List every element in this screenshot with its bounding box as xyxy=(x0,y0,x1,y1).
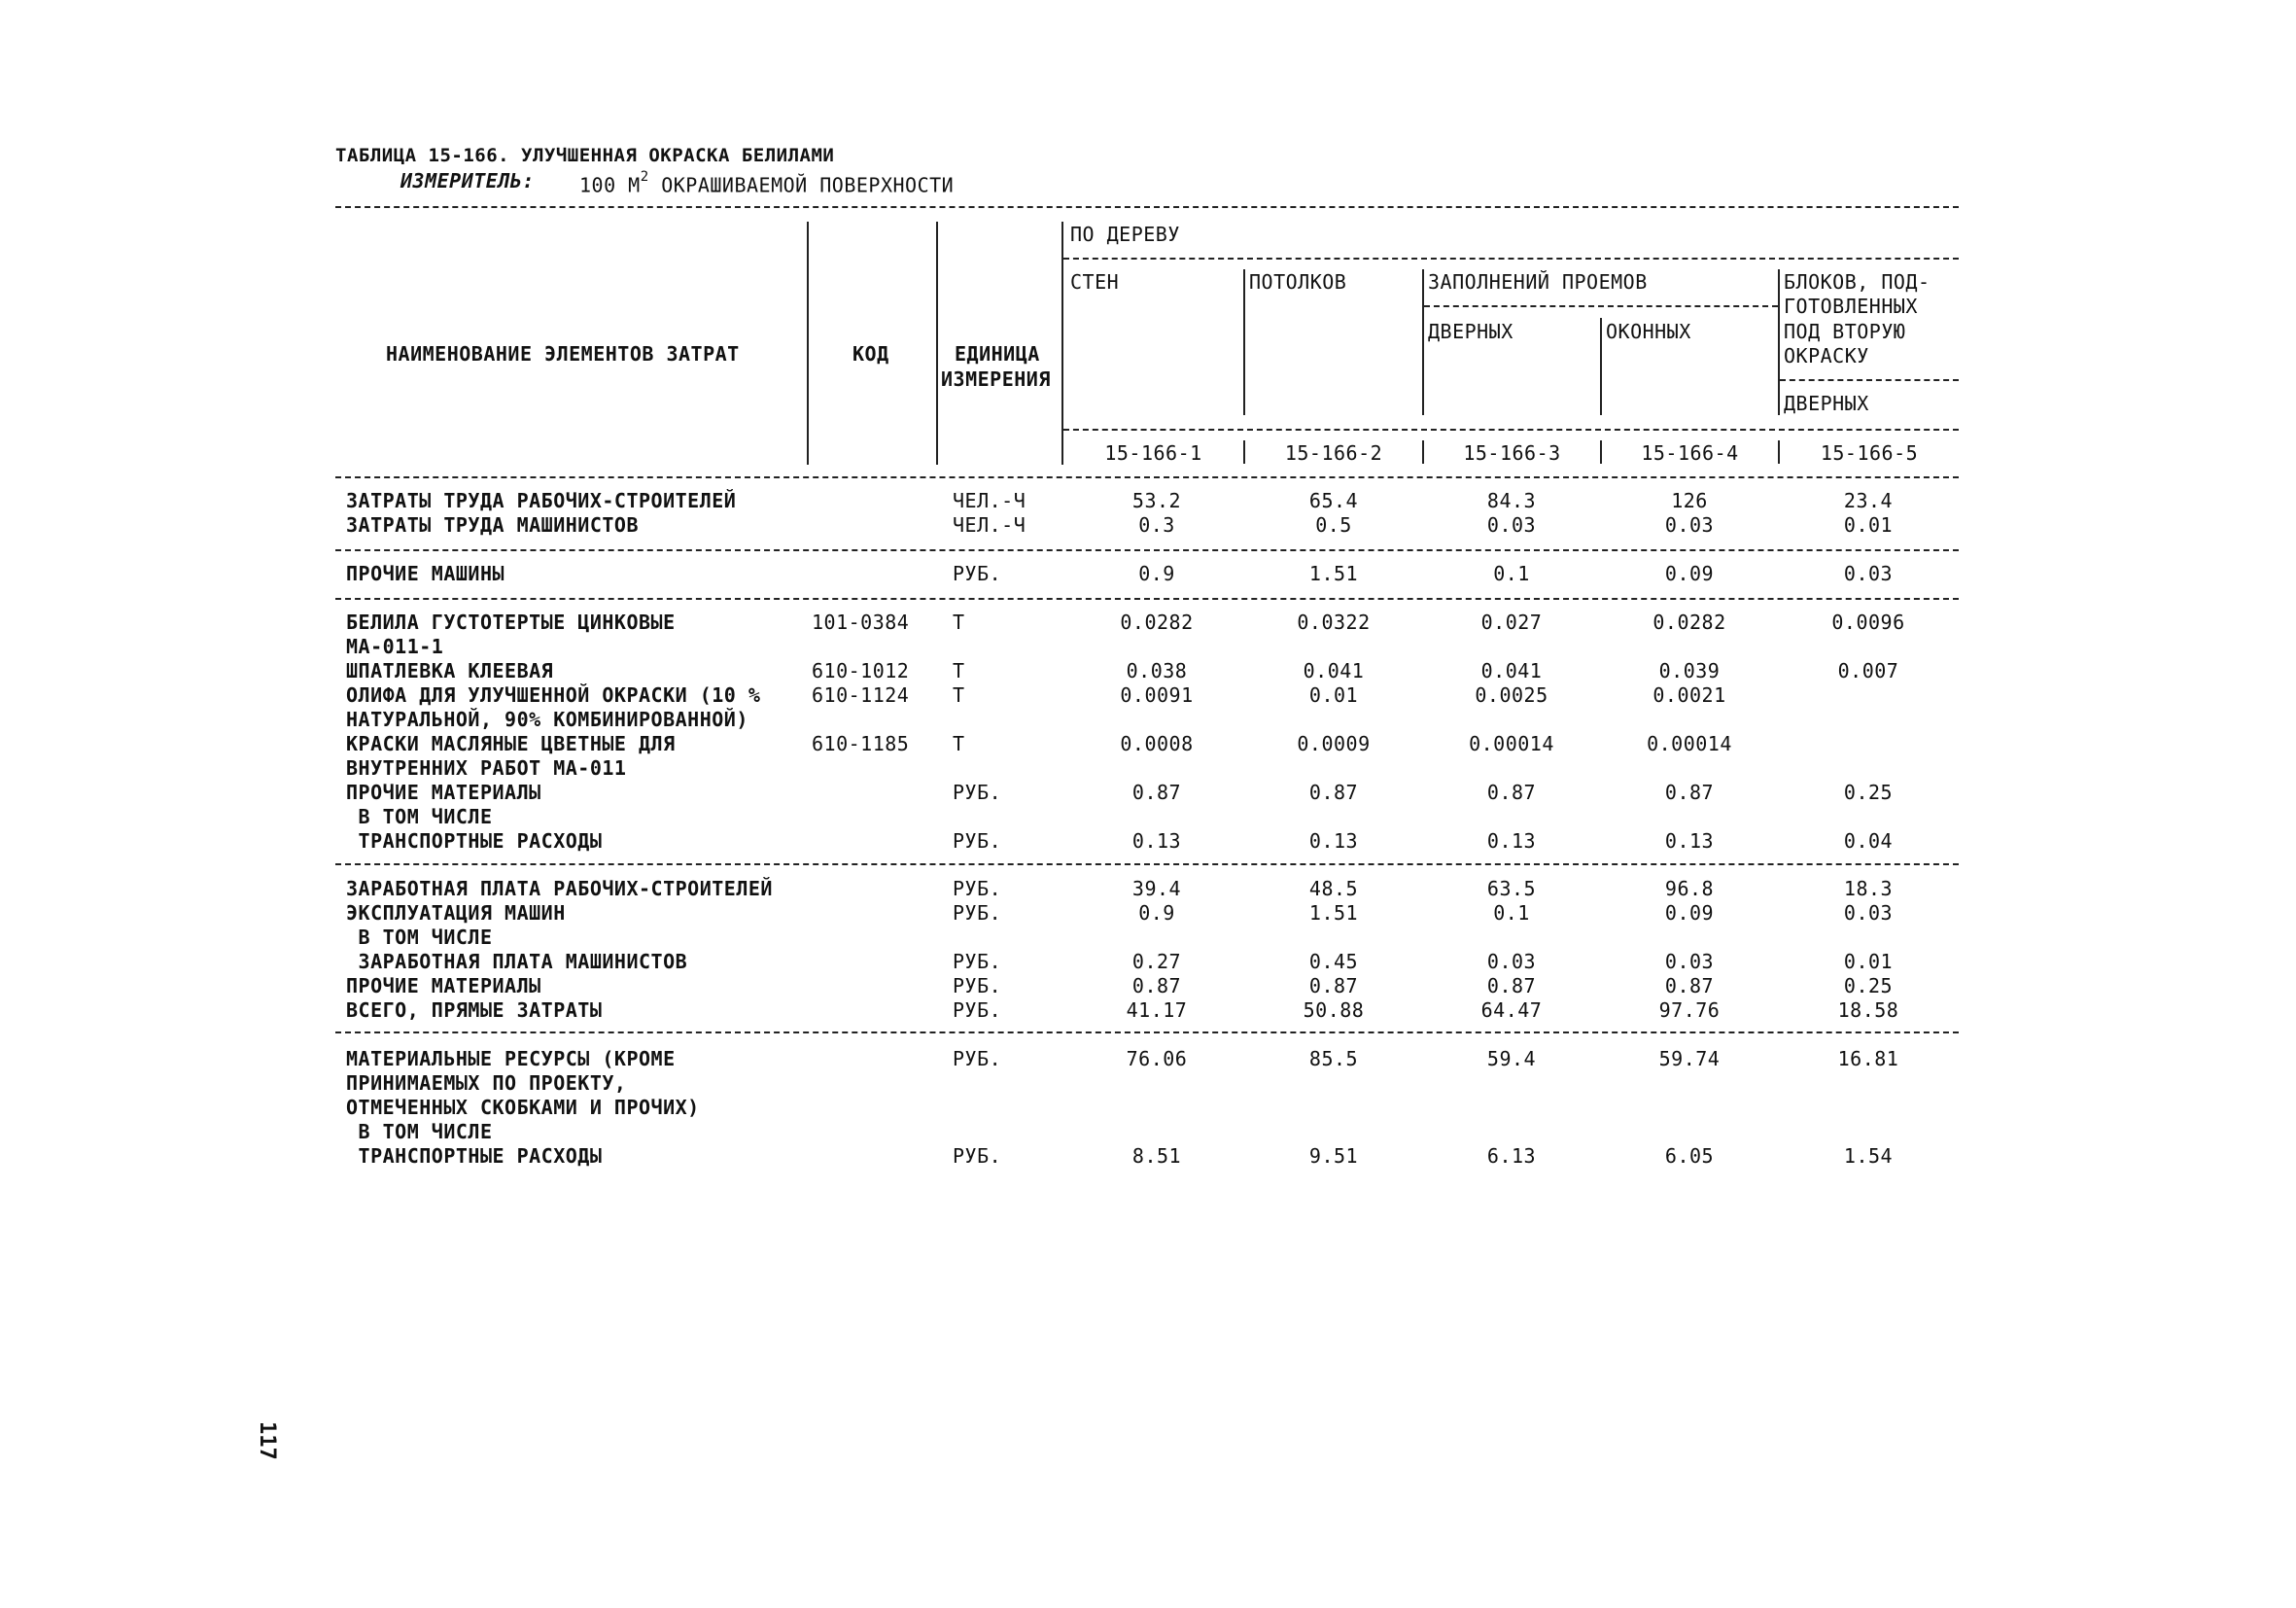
row-value-5: 0.04 xyxy=(1843,829,1894,853)
row-value-4: 0.0021 xyxy=(1652,683,1726,707)
rule-header-bottom xyxy=(335,476,1959,478)
row-name: ЗАТРАТЫ ТРУДА РАБОЧИХ-СТРОИТЕЛЕЙ xyxy=(346,489,737,512)
row-value-5: 0.01 xyxy=(1843,513,1894,537)
vline-name xyxy=(807,222,809,465)
header-walls: СТЕН xyxy=(1070,270,1120,294)
row-value-1: 0.9 xyxy=(1138,562,1175,585)
row-unit: РУБ. xyxy=(953,562,1002,585)
row-value-2: 50.88 xyxy=(1303,998,1365,1022)
row-name: ПРОЧИЕ МАТЕРИАЛЫ xyxy=(346,974,541,997)
header-blocks-3: ПОД ВТОРУЮ xyxy=(1784,320,1906,343)
row-unit: РУБ. xyxy=(953,877,1002,900)
vline-windows xyxy=(1778,269,1780,415)
row-value-2: 85.5 xyxy=(1308,1047,1359,1070)
row-value-5: 0.007 xyxy=(1837,659,1899,682)
row-code: 610-1012 xyxy=(812,659,910,682)
row-value-1: 76.06 xyxy=(1126,1047,1188,1070)
row-value-4: 0.87 xyxy=(1664,974,1715,997)
row-value-1: 0.9 xyxy=(1138,901,1175,925)
rule-sep-1 xyxy=(335,549,1959,551)
row-value-2: 0.5 xyxy=(1315,513,1352,537)
row-value-1: 8.51 xyxy=(1131,1144,1182,1168)
row-value-5: 0.0096 xyxy=(1831,611,1905,634)
row-value-4: 126 xyxy=(1671,489,1708,512)
row-value-4: 0.87 xyxy=(1664,781,1715,804)
row-name: ВСЕГО, ПРЯМЫЕ ЗАТРАТЫ xyxy=(346,998,603,1022)
row-name: ТРАНСПОРТНЫЕ РАСХОДЫ xyxy=(346,1144,603,1168)
row-value-4: 0.09 xyxy=(1664,901,1715,925)
header-name: НАИМЕНОВАНИЕ ЭЛЕМЕНТОВ ЗАТРАТ xyxy=(386,342,740,366)
row-name: ПРИНИМАЕМЫХ ПО ПРОЕКТУ, xyxy=(346,1071,627,1095)
row-value-3: 63.5 xyxy=(1486,877,1537,900)
row-value-4: 59.74 xyxy=(1658,1047,1721,1070)
code-col-4: 15-166-4 xyxy=(1641,441,1739,465)
vline-walls xyxy=(1243,269,1245,415)
row-name: МАТЕРИАЛЬНЫЕ РЕСУРСЫ (КРОМЕ xyxy=(346,1047,676,1070)
row-value-2: 0.0009 xyxy=(1297,732,1371,755)
row-value-3: 64.47 xyxy=(1480,998,1543,1022)
measure-label: ИЗМЕРИТЕЛЬ: xyxy=(400,169,535,192)
row-value-1: 0.038 xyxy=(1126,659,1188,682)
row-value-1: 0.27 xyxy=(1131,950,1182,973)
row-value-5: 23.4 xyxy=(1843,489,1894,512)
row-name: В ТОМ ЧИСЛЕ xyxy=(346,1120,493,1143)
rule-codes xyxy=(1063,429,1959,431)
row-unit: РУБ. xyxy=(953,901,1002,925)
row-name: ТРАНСПОРТНЫЕ РАСХОДЫ xyxy=(346,829,603,853)
row-name: ПРОЧИЕ МАШИНЫ xyxy=(346,562,505,585)
row-value-3: 0.87 xyxy=(1486,781,1537,804)
row-value-3: 0.027 xyxy=(1480,611,1543,634)
row-value-5: 0.03 xyxy=(1843,901,1894,925)
row-value-1: 0.13 xyxy=(1131,829,1182,853)
row-unit: РУБ. xyxy=(953,950,1002,973)
row-value-5: 1.54 xyxy=(1843,1144,1894,1168)
row-code: 101-0384 xyxy=(812,611,910,634)
row-name: ЭКСПЛУАТАЦИЯ МАШИН xyxy=(346,901,566,925)
row-value-1: 0.87 xyxy=(1131,974,1182,997)
row-value-4: 0.13 xyxy=(1664,829,1715,853)
row-value-3: 0.87 xyxy=(1486,974,1537,997)
header-unit-2: ИЗМЕРЕНИЯ xyxy=(941,367,1051,391)
row-value-2: 0.13 xyxy=(1308,829,1359,853)
row-unit: Т xyxy=(953,732,965,755)
row-unit: РУБ. xyxy=(953,974,1002,997)
row-unit: ЧЕЛ.-Ч xyxy=(953,489,1026,512)
row-value-5: 16.81 xyxy=(1837,1047,1899,1070)
row-value-4: 96.8 xyxy=(1664,877,1715,900)
header-windows: ОКОННЫХ xyxy=(1606,320,1691,343)
row-value-2: 65.4 xyxy=(1308,489,1359,512)
row-value-3: 0.0025 xyxy=(1475,683,1548,707)
rule-openings xyxy=(1424,305,1778,307)
header-doors: ДВЕРНЫХ xyxy=(1428,320,1513,343)
row-value-3: 0.1 xyxy=(1493,901,1530,925)
row-value-1: 0.3 xyxy=(1138,513,1175,537)
header-ceilings: ПОТОЛКОВ xyxy=(1249,270,1347,294)
header-code: КОД xyxy=(852,342,889,366)
measure-rest: ОКРАШИВАЕМОЙ ПОВЕРХНОСТИ xyxy=(661,173,955,197)
row-value-3: 0.1 xyxy=(1493,562,1530,585)
code-col-1: 15-166-1 xyxy=(1104,441,1202,465)
header-blocks-4: ОКРАСКУ xyxy=(1784,344,1869,367)
row-name: ЗАРАБОТНАЯ ПЛАТА РАБОЧИХ-СТРОИТЕЛЕЙ xyxy=(346,877,773,900)
row-value-5: 0.25 xyxy=(1843,974,1894,997)
row-value-4: 0.00014 xyxy=(1647,732,1732,755)
row-value-1: 0.0091 xyxy=(1120,683,1194,707)
row-unit: РУБ. xyxy=(953,1047,1002,1070)
row-unit: РУБ. xyxy=(953,998,1002,1022)
measure-sup: 2 xyxy=(640,169,649,185)
row-name: ШПАТЛЕВКА КЛЕЕВАЯ xyxy=(346,659,554,682)
row-value-4: 0.03 xyxy=(1664,950,1715,973)
row-unit: РУБ. xyxy=(953,781,1002,804)
row-unit: РУБ. xyxy=(953,1144,1002,1168)
row-value-3: 0.03 xyxy=(1486,513,1537,537)
code-col-5: 15-166-5 xyxy=(1820,441,1919,465)
row-name: ЗАТРАТЫ ТРУДА МАШИНИСТОВ xyxy=(346,513,639,537)
code-col-2: 15-166-2 xyxy=(1284,441,1383,465)
row-code: 610-1124 xyxy=(812,683,910,707)
row-name: НАТУРАЛЬНОЙ, 90% КОМБИНИРОВАННОЙ) xyxy=(346,708,748,731)
row-unit: ЧЕЛ.-Ч xyxy=(953,513,1026,537)
row-value-5: 0.25 xyxy=(1843,781,1894,804)
row-name: В ТОМ ЧИСЛЕ xyxy=(346,926,493,949)
row-code: 610-1185 xyxy=(812,732,910,755)
row-value-3: 0.041 xyxy=(1480,659,1543,682)
row-value-2: 1.51 xyxy=(1308,901,1359,925)
page-number: 117 xyxy=(255,1421,279,1460)
row-value-5: 18.58 xyxy=(1837,998,1899,1022)
rule-sep-4 xyxy=(335,1031,1959,1033)
row-value-5: 0.03 xyxy=(1843,562,1894,585)
table-title: ТАБЛИЦА 15-166. УЛУЧШЕННАЯ ОКРАСКА БЕЛИЛАМИ xyxy=(335,145,835,166)
row-value-1: 41.17 xyxy=(1126,998,1188,1022)
header-blocks-1: БЛОКОВ, ПОД- xyxy=(1784,270,1931,294)
row-value-3: 0.03 xyxy=(1486,950,1537,973)
rule-blocks xyxy=(1780,379,1959,381)
vline-code xyxy=(936,222,938,465)
measure-value xyxy=(579,169,954,197)
row-name: ОЛИФА ДЛЯ УЛУЧШЕННОЙ ОКРАСКИ (10 % xyxy=(346,683,761,707)
row-value-1: 0.0008 xyxy=(1120,732,1194,755)
vline-doors xyxy=(1600,318,1602,415)
row-name: ОТМЕЧЕННЫХ СКОБКАМИ И ПРОЧИХ) xyxy=(346,1096,700,1119)
row-value-3: 84.3 xyxy=(1486,489,1537,512)
row-value-2: 1.51 xyxy=(1308,562,1359,585)
row-value-2: 0.87 xyxy=(1308,974,1359,997)
vline-ceil xyxy=(1422,269,1424,415)
row-name: ЗАРАБОТНАЯ ПЛАТА МАШИНИСТОВ xyxy=(346,950,688,973)
row-value-2: 0.01 xyxy=(1308,683,1359,707)
row-value-2: 0.45 xyxy=(1308,950,1359,973)
header-blocks-2: ГОТОВЛЕННЫХ xyxy=(1784,295,1918,318)
row-value-4: 97.76 xyxy=(1658,998,1721,1022)
row-value-4: 0.03 xyxy=(1664,513,1715,537)
row-value-1: 0.87 xyxy=(1131,781,1182,804)
header-unit-1: ЕДИНИЦА xyxy=(955,342,1040,366)
rule-sep-3 xyxy=(335,863,1959,865)
header-openings: ЗАПОЛНЕНИЙ ПРОЕМОВ xyxy=(1428,270,1648,294)
row-unit: Т xyxy=(953,683,965,707)
row-value-3: 0.13 xyxy=(1486,829,1537,853)
row-value-3: 6.13 xyxy=(1486,1144,1537,1168)
rule-sep-2 xyxy=(335,598,1959,600)
row-value-2: 9.51 xyxy=(1308,1144,1359,1168)
row-value-5: 0.01 xyxy=(1843,950,1894,973)
row-unit: Т xyxy=(953,611,965,634)
row-name: КРАСКИ МАСЛЯНЫЕ ЦВЕТНЫЕ ДЛЯ xyxy=(346,732,676,755)
row-name: ПРОЧИЕ МАТЕРИАЛЫ xyxy=(346,781,541,804)
row-value-2: 0.041 xyxy=(1303,659,1365,682)
row-value-1: 53.2 xyxy=(1131,489,1182,512)
rule-group xyxy=(1063,258,1959,260)
row-name: МА-011-1 xyxy=(346,635,444,658)
row-value-4: 0.09 xyxy=(1664,562,1715,585)
row-value-3: 0.00014 xyxy=(1469,732,1554,755)
row-value-1: 39.4 xyxy=(1131,877,1182,900)
header-group: ПО ДЕРЕВУ xyxy=(1070,223,1180,246)
row-value-2: 48.5 xyxy=(1308,877,1359,900)
row-value-4: 0.0282 xyxy=(1652,611,1726,634)
row-value-2: 0.0322 xyxy=(1297,611,1371,634)
row-value-4: 6.05 xyxy=(1664,1144,1715,1168)
measure-unit: 100 М xyxy=(579,173,641,197)
row-name: БЕЛИЛА ГУСТОТЕРТЫЕ ЦИНКОВЫЕ xyxy=(346,611,676,634)
header-blocks-doors: ДВЕРНЫХ xyxy=(1784,392,1869,415)
row-unit: РУБ. xyxy=(953,829,1002,853)
row-value-1: 0.0282 xyxy=(1120,611,1194,634)
row-name: В ТОМ ЧИСЛЕ xyxy=(346,805,493,828)
row-value-3: 59.4 xyxy=(1486,1047,1537,1070)
row-unit: Т xyxy=(953,659,965,682)
row-name: ВНУТРЕННИХ РАБОТ МА-011 xyxy=(346,756,627,780)
row-value-2: 0.87 xyxy=(1308,781,1359,804)
rule-top xyxy=(335,206,1959,208)
code-col-3: 15-166-3 xyxy=(1463,441,1561,465)
row-value-4: 0.039 xyxy=(1658,659,1721,682)
row-value-5: 18.3 xyxy=(1843,877,1894,900)
